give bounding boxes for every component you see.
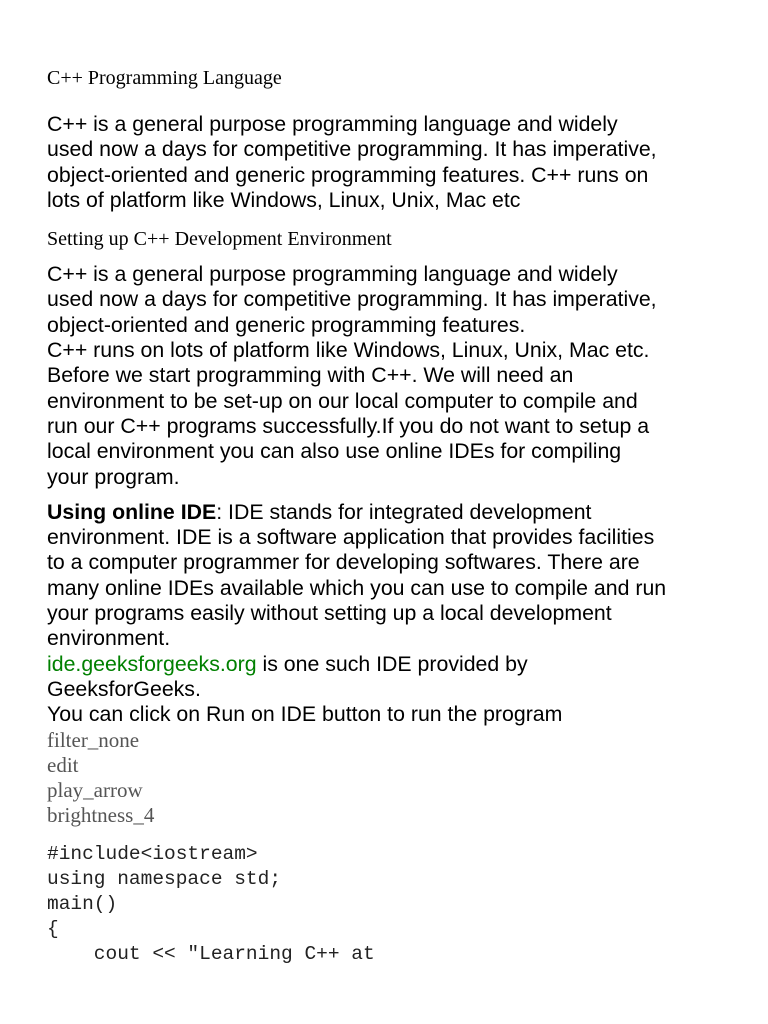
intro-line: C++ is a general purpose programming language and widely xyxy=(47,112,618,136)
code-line: using namespace std; xyxy=(47,867,282,890)
brightness-icon[interactable]: brightness_4 xyxy=(47,802,155,827)
play-arrow-icon[interactable]: play_arrow xyxy=(47,777,143,802)
code-toolbar xyxy=(47,728,737,828)
setup-line: local environment you can also use online IDEs for compiling xyxy=(47,439,622,464)
ide-geeksforgeeks-link[interactable]: ide.geeksforgeeks.org xyxy=(47,651,257,676)
code-line: { xyxy=(47,917,59,940)
intro-line: object-oriented and generic programming features. C++ runs on xyxy=(47,162,649,187)
online-ide-first-line-text: : IDE stands for integrated development xyxy=(216,499,592,524)
filter-none-icon[interactable]: filter_none xyxy=(47,727,140,752)
intro-line: used now a days for competitive programming. It has imperative, xyxy=(47,137,657,162)
online-ide-first-line xyxy=(47,500,737,525)
setup-line: run our C++ programs successfully.If you do not want to setup a xyxy=(47,413,650,438)
run-note-line: You can click on Run on IDE button to run the program xyxy=(47,702,563,727)
intro-line: lots of platform like Windows, Linux, Unix, Mac etc xyxy=(47,187,521,212)
edit-icon[interactable]: edit xyxy=(47,752,79,777)
document-page xyxy=(47,66,737,967)
setup-line: object-oriented and generic programming features. xyxy=(47,312,526,337)
online-ide-line: environment. xyxy=(47,626,171,651)
page-title: C++ Programming Language xyxy=(47,67,282,89)
code-line: main() xyxy=(47,892,118,915)
paragraph-gap xyxy=(47,490,737,500)
online-ide-label: Using online IDE xyxy=(47,499,217,524)
section-heading-setup: Setting up C++ Development Environment xyxy=(47,228,392,251)
online-ide-paragraph xyxy=(47,500,737,728)
setup-paragraph xyxy=(47,262,737,490)
setup-line: C++ is a general purpose programming language and widely xyxy=(47,262,618,287)
online-ide-line: your programs easily without setting up a local development xyxy=(47,601,612,626)
intro-paragraph xyxy=(47,112,737,213)
online-ide-line: GeeksforGeeks. xyxy=(47,676,201,701)
code-line: cout << "Learning C++ at xyxy=(47,942,375,965)
ide-link-line-text: is one such IDE provided by xyxy=(256,651,528,676)
online-ide-line: to a computer programmer for developing softwares. There are xyxy=(47,550,640,575)
code-block xyxy=(47,842,737,967)
setup-line: your program. xyxy=(47,464,180,489)
setup-line: C++ runs on lots of platform like Windows, Linux, Unix, Mac etc. xyxy=(47,338,650,363)
setup-line: Before we start programming with C++. We will need an xyxy=(47,363,574,388)
online-ide-line: many online IDEs available which you can use to compile and run xyxy=(47,575,667,600)
code-line: #include<iostream> xyxy=(47,842,258,865)
online-ide-line: environment. IDE is a software application that provides facilities xyxy=(47,525,655,550)
setup-line: used now a days for competitive programming. It has imperative, xyxy=(47,287,657,312)
setup-line: environment to be set-up on our local computer to compile and xyxy=(47,388,638,413)
ide-link-line xyxy=(47,652,737,677)
